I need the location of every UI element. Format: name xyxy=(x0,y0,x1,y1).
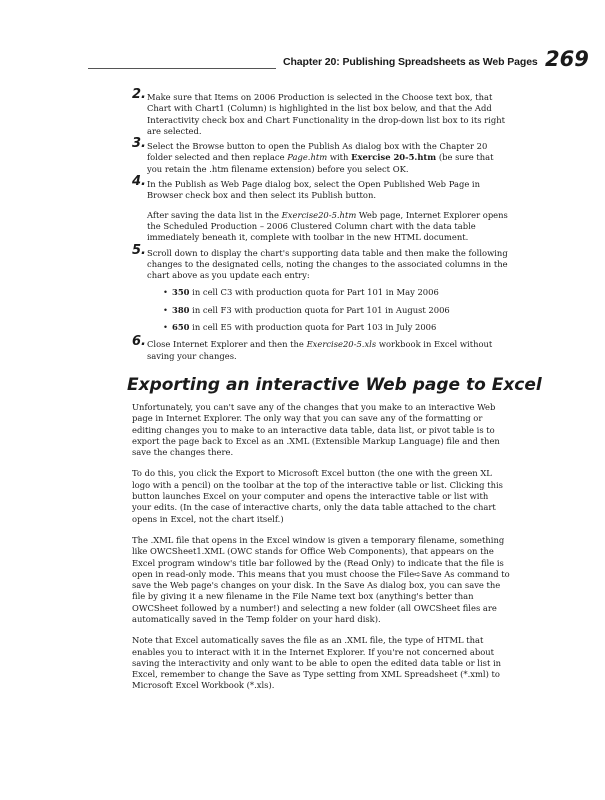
cell-change-list xyxy=(147,287,510,333)
chapter-title: Chapter 20: Publishing Spreadsheets as Web Pages xyxy=(283,56,538,68)
step-text: In the Publish as Web Page dialog box, select the Open Published Web Page in Browser check box and then select its Publish button. xyxy=(147,179,481,201)
bullet-icon: • xyxy=(163,322,168,333)
bullet-icon: • xyxy=(163,304,168,315)
step-number: 3. xyxy=(132,136,146,152)
running-header xyxy=(0,46,605,78)
filename-exercise-htm: Exercise 20-5.htm xyxy=(351,152,437,163)
step-text: Select the Browse button to open the Publish As dialog box with the Chapter 20 folder selected and then replace Page.htm with Exercise 20-5.htm (be sure that you retain the .htm filename extension) before you select OK. xyxy=(147,141,494,174)
step-2 xyxy=(132,87,510,137)
step-5 xyxy=(132,242,510,334)
header-rule xyxy=(88,68,276,69)
filename-page-htm: Page.htm xyxy=(287,152,328,163)
step-number: 6. xyxy=(132,334,146,350)
step-text: Close Internet Explorer and then the Exercise20-5.xls workbook in Excel without saving your changes. xyxy=(147,339,493,361)
page-body xyxy=(127,87,542,702)
step-number: 5. xyxy=(132,242,146,258)
step-explanation: After saving the data list in the Exercise20-5.htm Web page, Internet Explorer opens the Scheduled Production – 2006 Clustered Column chart with the data table immediately beneath it, complete with toolbar in the new HTML document. xyxy=(147,209,508,243)
step-number: 4. xyxy=(132,174,146,190)
list-item: • 350 in cell C3 with production quota for Part 101 in May 2006 xyxy=(163,287,439,298)
step-3 xyxy=(132,136,510,175)
step-number: 2. xyxy=(132,87,146,102)
paragraph: Unfortunately, you can't save any of the changes that you make to an interactive Web page in Internet Explorer. The only way that you can save any of the formatting or editing changes you to make to an interactive data table, data list, or pivot table is to export the page back to Excel as an .XML (Extensible Markup Language) file and then save the changes there. xyxy=(132,401,500,458)
step-text: Make sure that Items on 2006 Production is selected in the Choose text box, that Chart with Chart1 (Column) is highlighted in the list box below, and that the Add Interactivity check box and Chart Functionality in the drop-down list box to its right are selected. xyxy=(147,92,505,136)
list-item: • 650 in cell E5 with production quota for Part 103 in July 2006 xyxy=(163,322,437,333)
step-text: Scroll down to display the chart's supporting data table and then make the following changes to the designated cells, noting the changes to the associated columns in the chart above as you update each entry: xyxy=(147,247,508,281)
step-4 xyxy=(132,174,510,243)
step-6 xyxy=(132,334,510,362)
paragraph: To do this, you click the Export to Microsoft Excel button (the one with the green XL logo with a pencil) on the toolbar at the top of the interactive table or list. Clicking this button launches Excel on your computer and opens the interactive table or list with your edits. (In the case of interactive charts, only the data table attached to the chart opens in Excel, not the chart itself.) xyxy=(132,468,503,524)
list-item: • 380 in cell F3 with production quota for Part 101 in August 2006 xyxy=(163,304,450,315)
page-number: 269 xyxy=(545,47,589,71)
paragraph: The .XML file that opens in the Excel window is given a temporary filename, something like OWCSheet1.XML (OWC stands for Office Web Components), that appears on the Excel program window's title bar followed by the (Read Only) to indicate that the file is open in read-only mode. This means that you must choose the File➪Save As command to save the Web page's changes on your disk. In the Save As dialog box, you can save the file by giving it a new filename in the File Name text box (anything's better than OWCSheet followed by a number!) and selecting a new folder (all OWCSheet files are automatically saved in the Temp folder on your hard disk). xyxy=(132,534,510,624)
paragraph: Note that Excel automatically saves the file as an .XML file, the type of HTML that enables you to interact with it in the Internet Explorer. If you're not concerned about saving the interactivity and only want to be able to open the edited data table or list in Excel, remember to change the Save as Type setting from XML Spreadsheet (*.xml) to Microsoft Excel Workbook (*.xls). xyxy=(132,635,502,691)
filename-xls: Exercise20-5.xls xyxy=(306,339,377,350)
section-heading: Exporting an interactive Web page to Excel xyxy=(127,374,542,395)
bullet-icon: • xyxy=(163,287,168,298)
